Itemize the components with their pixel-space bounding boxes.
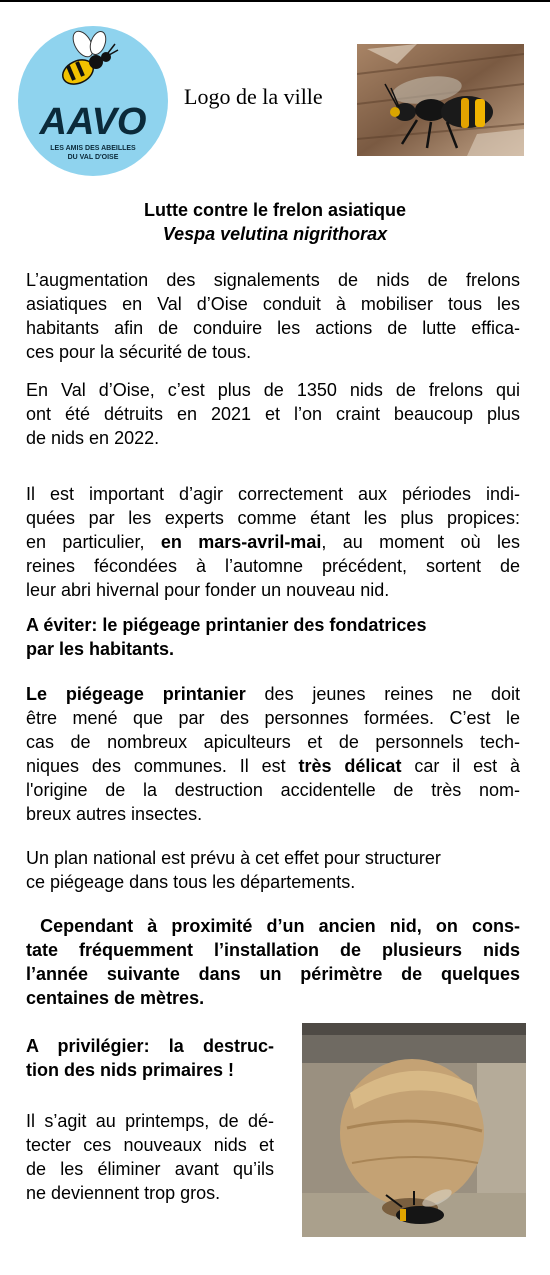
text-line: l’année suivante dans un périmètre de quelques — [26, 964, 520, 984]
text-line: breux autres insectes. — [26, 804, 203, 824]
text-line: habitants afin de conduire les actions de lutte effica- — [26, 318, 520, 338]
paragraph-statistics — [26, 378, 520, 450]
title-species: Vespa velutina nigrithorax — [162, 224, 388, 244]
text-line — [26, 754, 520, 778]
text-line: Il s’agit au printemps, de dé- — [26, 1111, 274, 1131]
text-line: quées par les experts comme étant les plus propices: — [26, 508, 520, 528]
text-run-bold: Le piégeage printanier — [26, 684, 246, 704]
text-line: Un plan national est prévu à cet effet pour structurer — [26, 848, 441, 868]
city-logo-placeholder: Logo de la ville — [184, 84, 323, 109]
text-line: de nids en 2022. — [26, 428, 160, 448]
text-line: asiatiques en Val d’Oise conduit à mobiliser tous les — [26, 294, 520, 314]
text-line: tion des nids primaires ! — [26, 1060, 235, 1080]
aavo-logo-subtitle-2: DU VAL D'OISE — [67, 154, 119, 161]
text-line: cas de nombreux apiculteurs et de personnels tech- — [26, 732, 520, 752]
primary-nest-photo — [302, 1023, 526, 1237]
paragraph-trapping — [26, 682, 520, 826]
text-line: ces pour la sécurité de tous. — [26, 342, 252, 362]
text-line: reines fécondées à l’automne précédent, sortent de — [26, 556, 520, 576]
text-line: leur abri hivernal pour fonder un nouveau nid. — [26, 580, 390, 600]
paragraph-detect — [26, 1109, 274, 1205]
paragraph-national-plan — [26, 846, 520, 894]
heading-avoid — [26, 613, 520, 661]
aavo-logo — [18, 26, 168, 176]
text-run-bold: très délicat — [298, 756, 402, 776]
text-run: , au moment où les — [321, 532, 520, 552]
aavo-logo-subtitle-1: LES AMIS DES ABEILLES — [50, 145, 136, 152]
text-line: par les habitants. — [26, 639, 175, 659]
paragraph-intro — [26, 268, 520, 364]
text-run: car il est à — [401, 756, 521, 776]
text-line: A éviter: le piégeage printanier des fondatrices — [26, 615, 427, 635]
text-line: tecter ces nouveaux nids et — [26, 1135, 274, 1155]
text-line: Il est important d’agir correctement aux périodes indi- — [26, 484, 520, 504]
top-border — [0, 0, 550, 2]
text-line — [26, 682, 520, 706]
text-line: de les éliminer avant qu’ils — [26, 1159, 274, 1179]
text-line: l'origine de la destruction accidentelle de très nom- — [26, 780, 520, 800]
text-line — [26, 530, 520, 554]
heading-prefer — [26, 1034, 274, 1082]
text-run-bold: en mars-avril-mai — [160, 532, 322, 552]
hornet-photo — [357, 44, 524, 156]
text-line: ne deviennent trop gros. — [26, 1183, 221, 1203]
text-run: en particulier, — [26, 532, 161, 552]
text-line: ce piégeage dans tous les départements. — [26, 872, 356, 892]
paragraph-old-nest — [26, 914, 520, 1010]
text-line: L’augmentation des signalements de nids de frelons — [26, 270, 520, 290]
paragraph-timing — [26, 482, 520, 602]
text-line: centaines de mètres. — [26, 988, 205, 1008]
text-line: être mené que par des personnes formées. C’est le — [26, 708, 520, 728]
aavo-logo-text: AAVO — [39, 101, 147, 143]
text-line: A privilégier: la destruc- — [26, 1036, 274, 1056]
text-run: niques des communes. Il est — [26, 756, 299, 776]
text-line: En Val d’Oise, c’est plus de 1350 nids de frelons qui — [26, 380, 520, 400]
title-main: Lutte contre le frelon asiatique — [143, 200, 407, 220]
text-line: Cependant à proximité d’un ancien nid, on cons- — [26, 916, 520, 936]
text-run: des jeunes reines ne doit — [245, 684, 520, 704]
text-line: tate fréquemment l’installation de plusieurs nids — [26, 940, 520, 960]
text-line: ont été détruits en 2021 et l’on craint beaucoup plus — [26, 404, 520, 424]
